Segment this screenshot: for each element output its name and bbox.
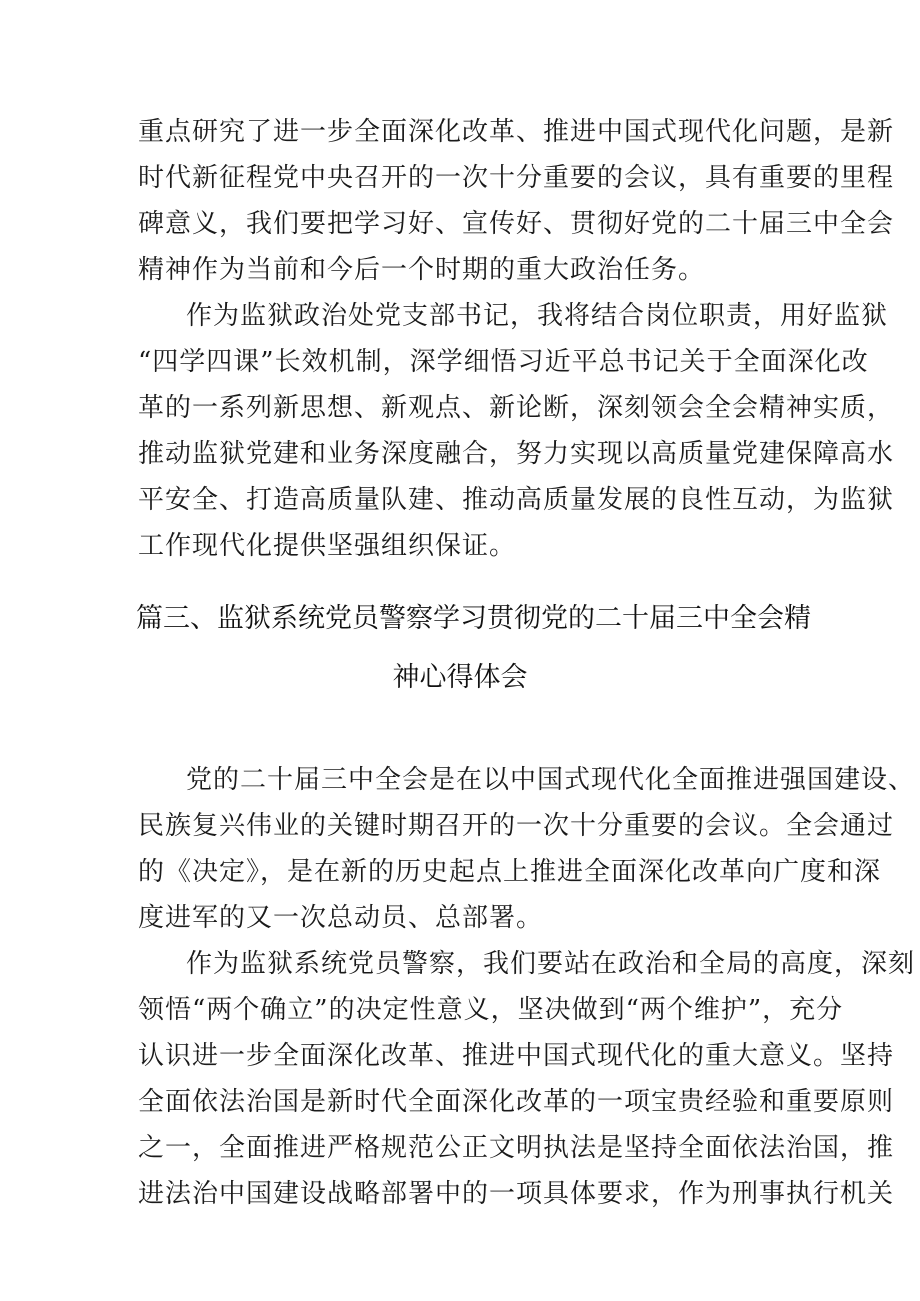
body-text-line: “四学四课”长效机制，深学细悟习近平总书记关于全面深化改 bbox=[138, 347, 869, 377]
body-text-line: 碑意义，我们要把学习好、宣传好、贯彻好党的二十届三中全会 bbox=[138, 209, 895, 239]
section-heading-continued: 神心得体会 bbox=[392, 662, 528, 693]
body-text-line: 革的一系列新思想、新观点、新论断，深刻领会全会精神实质， bbox=[138, 393, 895, 423]
body-text-line: 重点研究了进一步全面深化改革、推进中国式现代化问题，是新 bbox=[138, 117, 895, 147]
body-text-line: 平安全、打造高质量队建、推动高质量发展的良性互动，为监狱 bbox=[138, 485, 895, 515]
body-text-line: 时代新征程党中央召开的一次十分重要的会议，具有重要的里程 bbox=[138, 163, 895, 193]
body-text-line: 工作现代化提供坚强组织保证。 bbox=[138, 531, 517, 561]
section-heading: 篇三、监狱系统党员警察学习贯彻党的二十届三中全会精 bbox=[136, 603, 811, 634]
body-text-line: 进法治中国建设战略部署中的一项具体要求，作为刑事执行机关 bbox=[138, 1179, 895, 1209]
body-text-line: 领悟“两个确立”的决定性意义，坚决做到“两个维护”，充分 bbox=[138, 995, 844, 1025]
body-text-line: 度进军的又一次总动员、总部署。 bbox=[138, 903, 544, 933]
body-text-line: 精神作为当前和今后一个时期的重大政治任务。 bbox=[138, 255, 706, 285]
body-text-line: 民族复兴伟业的关键时期召开的一次十分重要的会议。全会通过 bbox=[138, 811, 895, 841]
body-text-line: 作为监狱系统党员警察，我们要站在政治和全局的高度，深刻 bbox=[186, 949, 916, 979]
body-text-line: 之一，全面推进严格规范公正文明执法是坚持全面依法治国，推 bbox=[138, 1133, 895, 1163]
body-text-line: 作为监狱政治处党支部书记，我将结合岗位职责，用好监狱 bbox=[186, 301, 889, 331]
body-text-line: 推动监狱党建和业务深度融合，努力实现以高质量党建保障高水 bbox=[138, 439, 895, 469]
body-text-line: 认识进一步全面深化改革、推进中国式现代化的重大意义。坚持 bbox=[138, 1041, 895, 1071]
body-text-line: 全面依法治国是新时代全面深化改革的一项宝贵经验和重要原则 bbox=[138, 1087, 895, 1117]
body-text-line: 的《决定》，是在新的历史起点上推进全面深化改革向广度和深 bbox=[138, 857, 882, 887]
body-text-line: 党的二十届三中全会是在以中国式现代化全面推进强国建设、 bbox=[186, 765, 916, 795]
